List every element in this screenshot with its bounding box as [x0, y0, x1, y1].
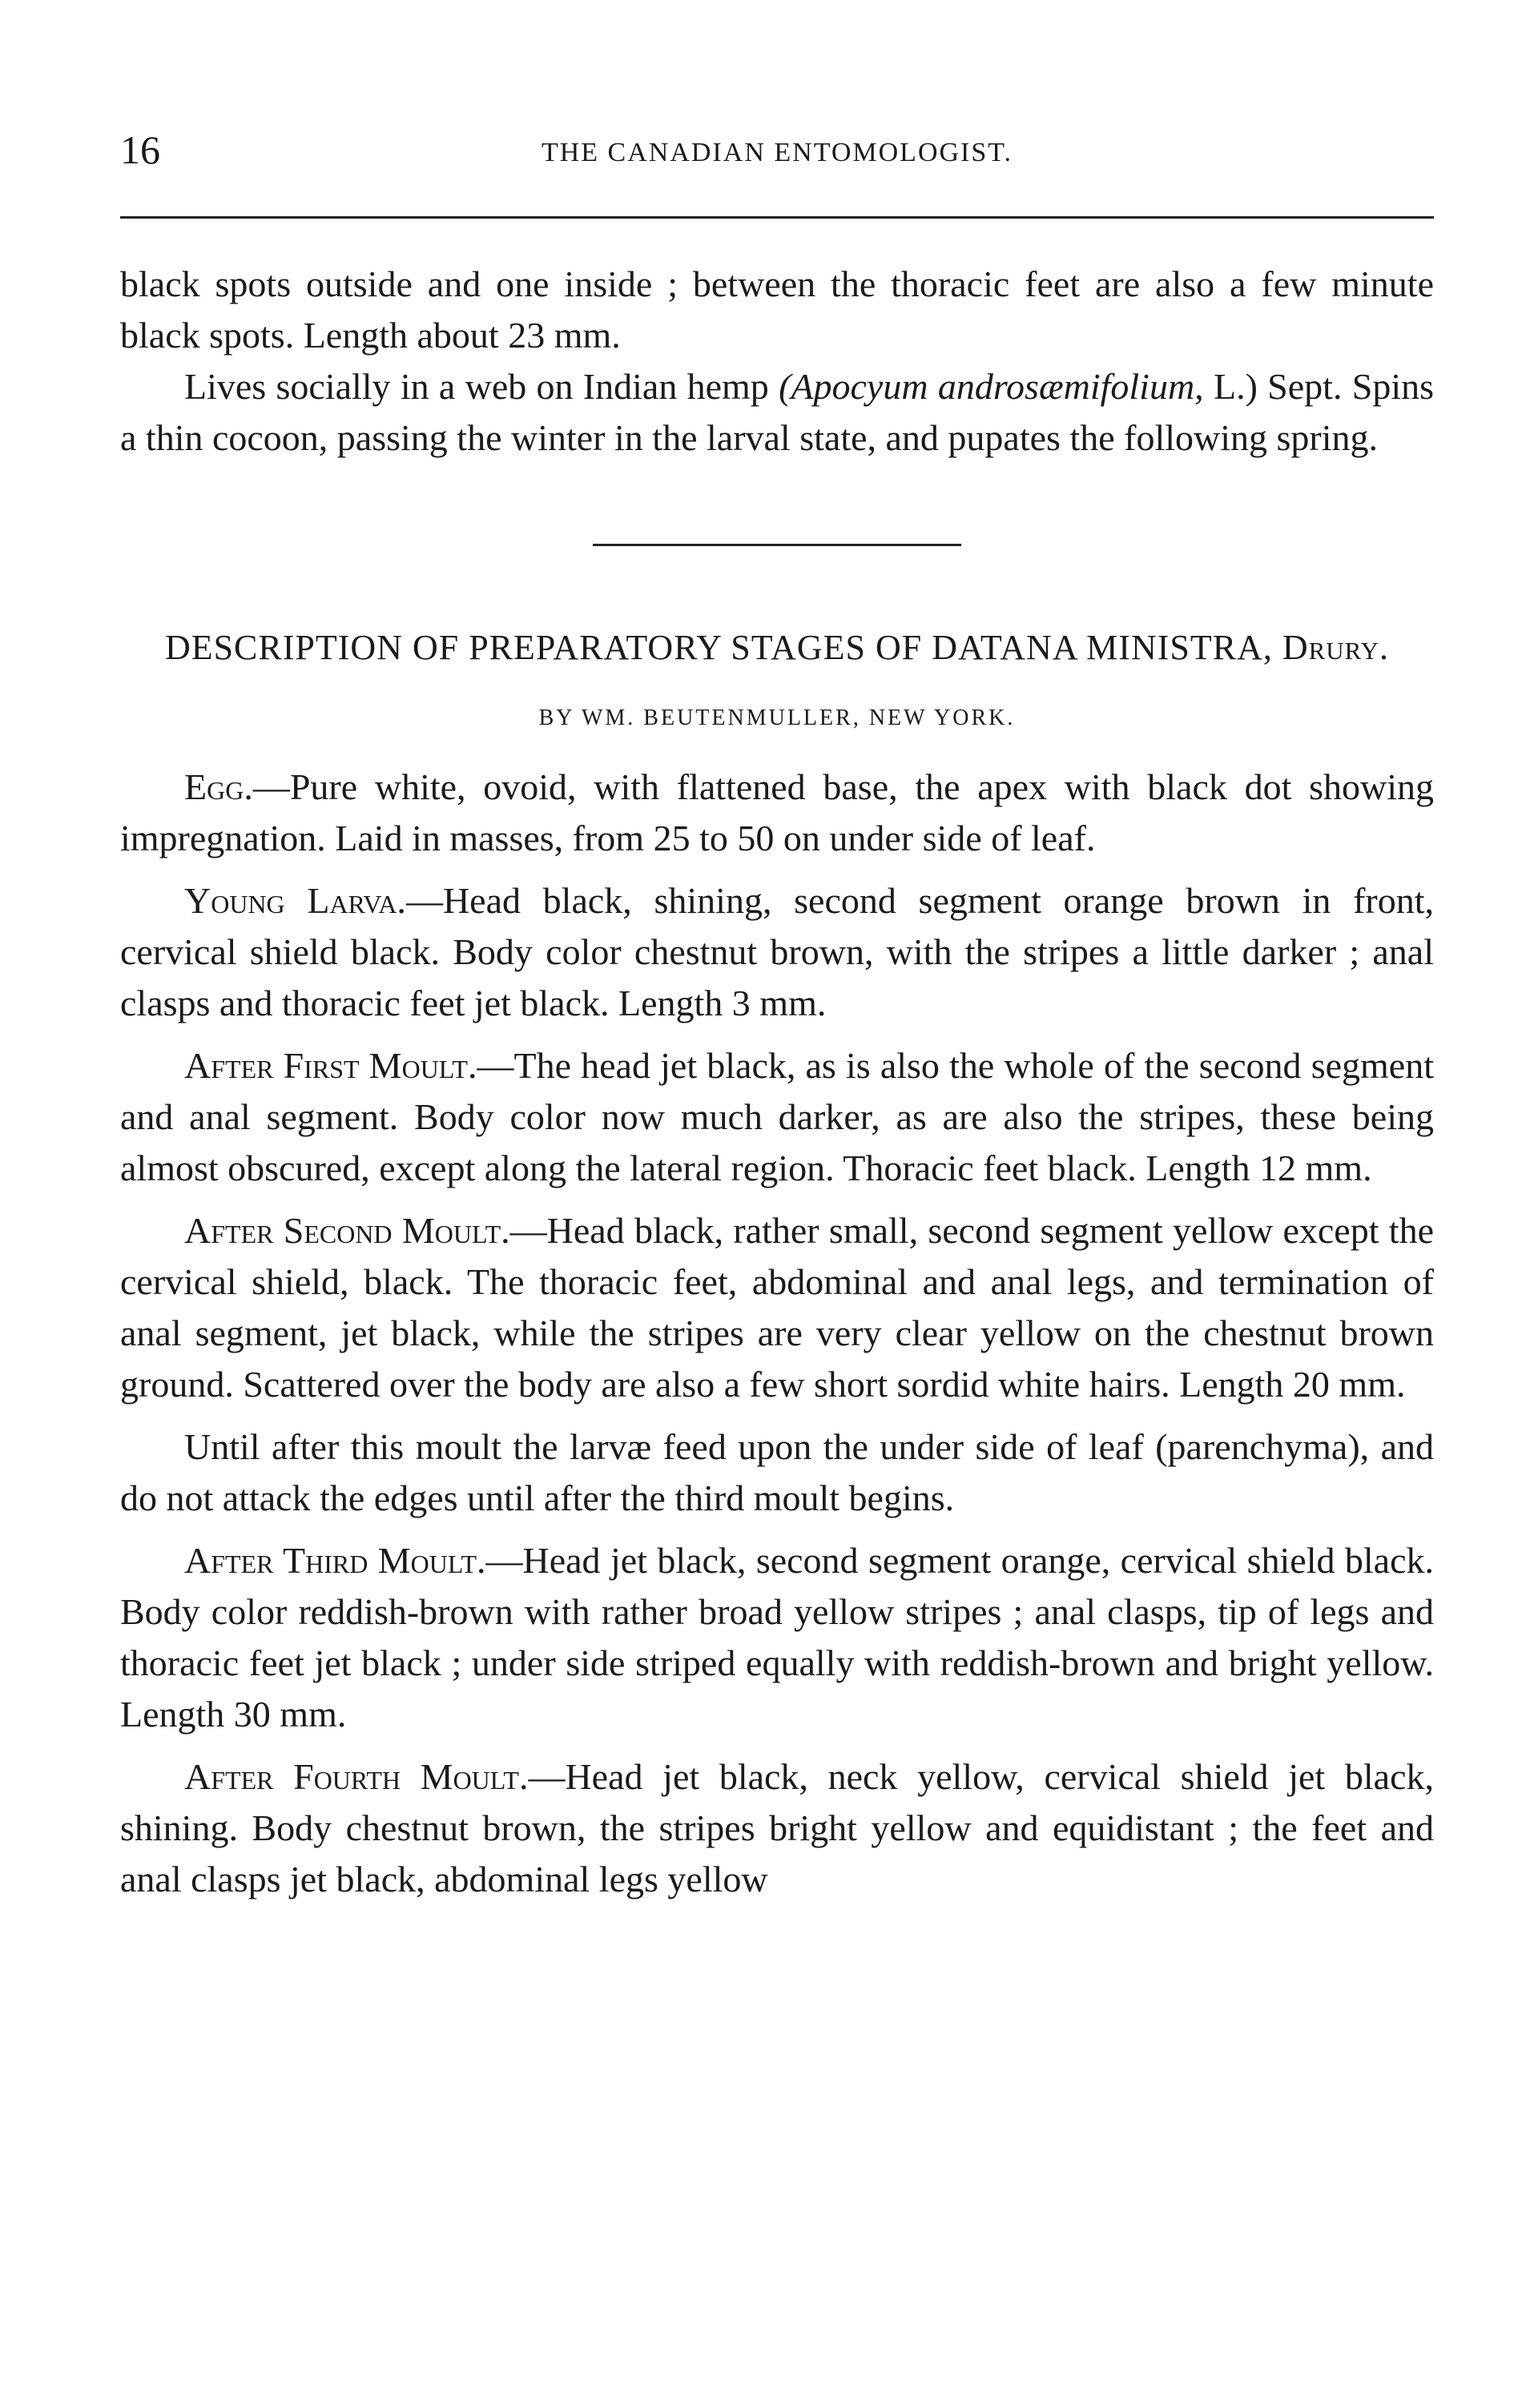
paragraph-text: Until after this moult the larvæ feed upon the under side of leaf (parenchyma), and do not attack the edges until after the third moult begins. [120, 1426, 1434, 1518]
paragraph-text: —Pure white, ovoid, with flattened base, the apex with black dot showing impregnation. Laid in masses, from 25 to 50 on under side of leaf. [120, 766, 1434, 858]
paragraph-text: —Head jet black, second segment orange, cervical shield black. Body color reddish-brown with rather broad yellow stripes ; anal clasps, tip of legs and thoracic feet jet black ; under side striped equally with reddish-brown and bright yellow. Length 30 mm. [120, 1540, 1434, 1735]
habitat-text-end: L.) Sept. Spins a thin cocoon, passing the winter in the larval state, and pupates the following spring. [120, 366, 1434, 458]
header-rule [120, 216, 1434, 219]
paragraph-text: —Head black, shining, second segment orange brown in front, cervical shield black. Body color chestnut brown, with the stripes a little darker ; anal clasps and thoracic feet jet black. Length 3 mm. [120, 880, 1434, 1023]
paragraph-text: —Head black, rather small, second segment yellow except the cervical shield, black. The thoracic feet, abdominal and anal legs, and termination of anal segment, jet black, while the stripes are very clear yellow on the chestnut brown ground. Scattered over the body are also a few short sordid white hairs. Length 20 mm. [120, 1210, 1434, 1405]
section-lead: Egg. [184, 766, 253, 807]
continuation-paragraph: black spots outside and one inside ; between the thoracic feet are also a few minute black spots. Length about 23 mm. [120, 263, 1434, 356]
third-moult-paragraph [120, 1535, 1434, 1740]
egg-paragraph [120, 762, 1434, 864]
running-head [120, 120, 1434, 184]
article-title-main: DESCRIPTION OF PREPARATORY STAGES OF DATANA MINISTRA, [164, 628, 1282, 667]
paragraph-text: —Head jet black, neck yellow, cervical shield jet black, shining. Body chestnut brown, the stripes bright yellow and equidistant ; the feet and anal clasps jet black, abdominal legs yellow [120, 1756, 1434, 1899]
section-lead: After Fourth Moult. [184, 1756, 529, 1797]
section-separator [593, 544, 961, 546]
second-moult-paragraph [120, 1205, 1434, 1410]
feeding-paragraph [120, 1421, 1434, 1524]
page-number: 16 [120, 127, 160, 172]
habitat-paragraph [120, 361, 1434, 464]
species-name: (Apocyum androsæmifolium, [779, 366, 1204, 407]
section-lead: After Second Moult. [184, 1210, 510, 1251]
paragraph-text: —The head jet black, as is also the whole of the second segment and anal segment. Body color now much darker, as are also the stripes, these being almost obscured, except along the lateral region. Thoracic feet black. Length 12 mm. [120, 1045, 1434, 1188]
first-moult-paragraph [120, 1040, 1434, 1194]
article-title-author: Drury. [1282, 628, 1390, 667]
article-title [120, 622, 1434, 673]
byline: BY WM. BEUTENMULLER, NEW YORK. [538, 706, 1016, 730]
section-lead: After Third Moult. [184, 1540, 486, 1581]
habitat-text-start: Lives socially in a web on Indian hemp [184, 366, 779, 407]
section-lead: Young Larva. [184, 880, 406, 921]
young-larva-paragraph [120, 875, 1434, 1029]
book-page [120, 120, 1434, 1905]
journal-title: THE CANADIAN ENTOMOLOGIST. [541, 138, 1013, 167]
section-lead: After First Moult. [184, 1045, 477, 1086]
fourth-moult-paragraph [120, 1751, 1434, 1905]
